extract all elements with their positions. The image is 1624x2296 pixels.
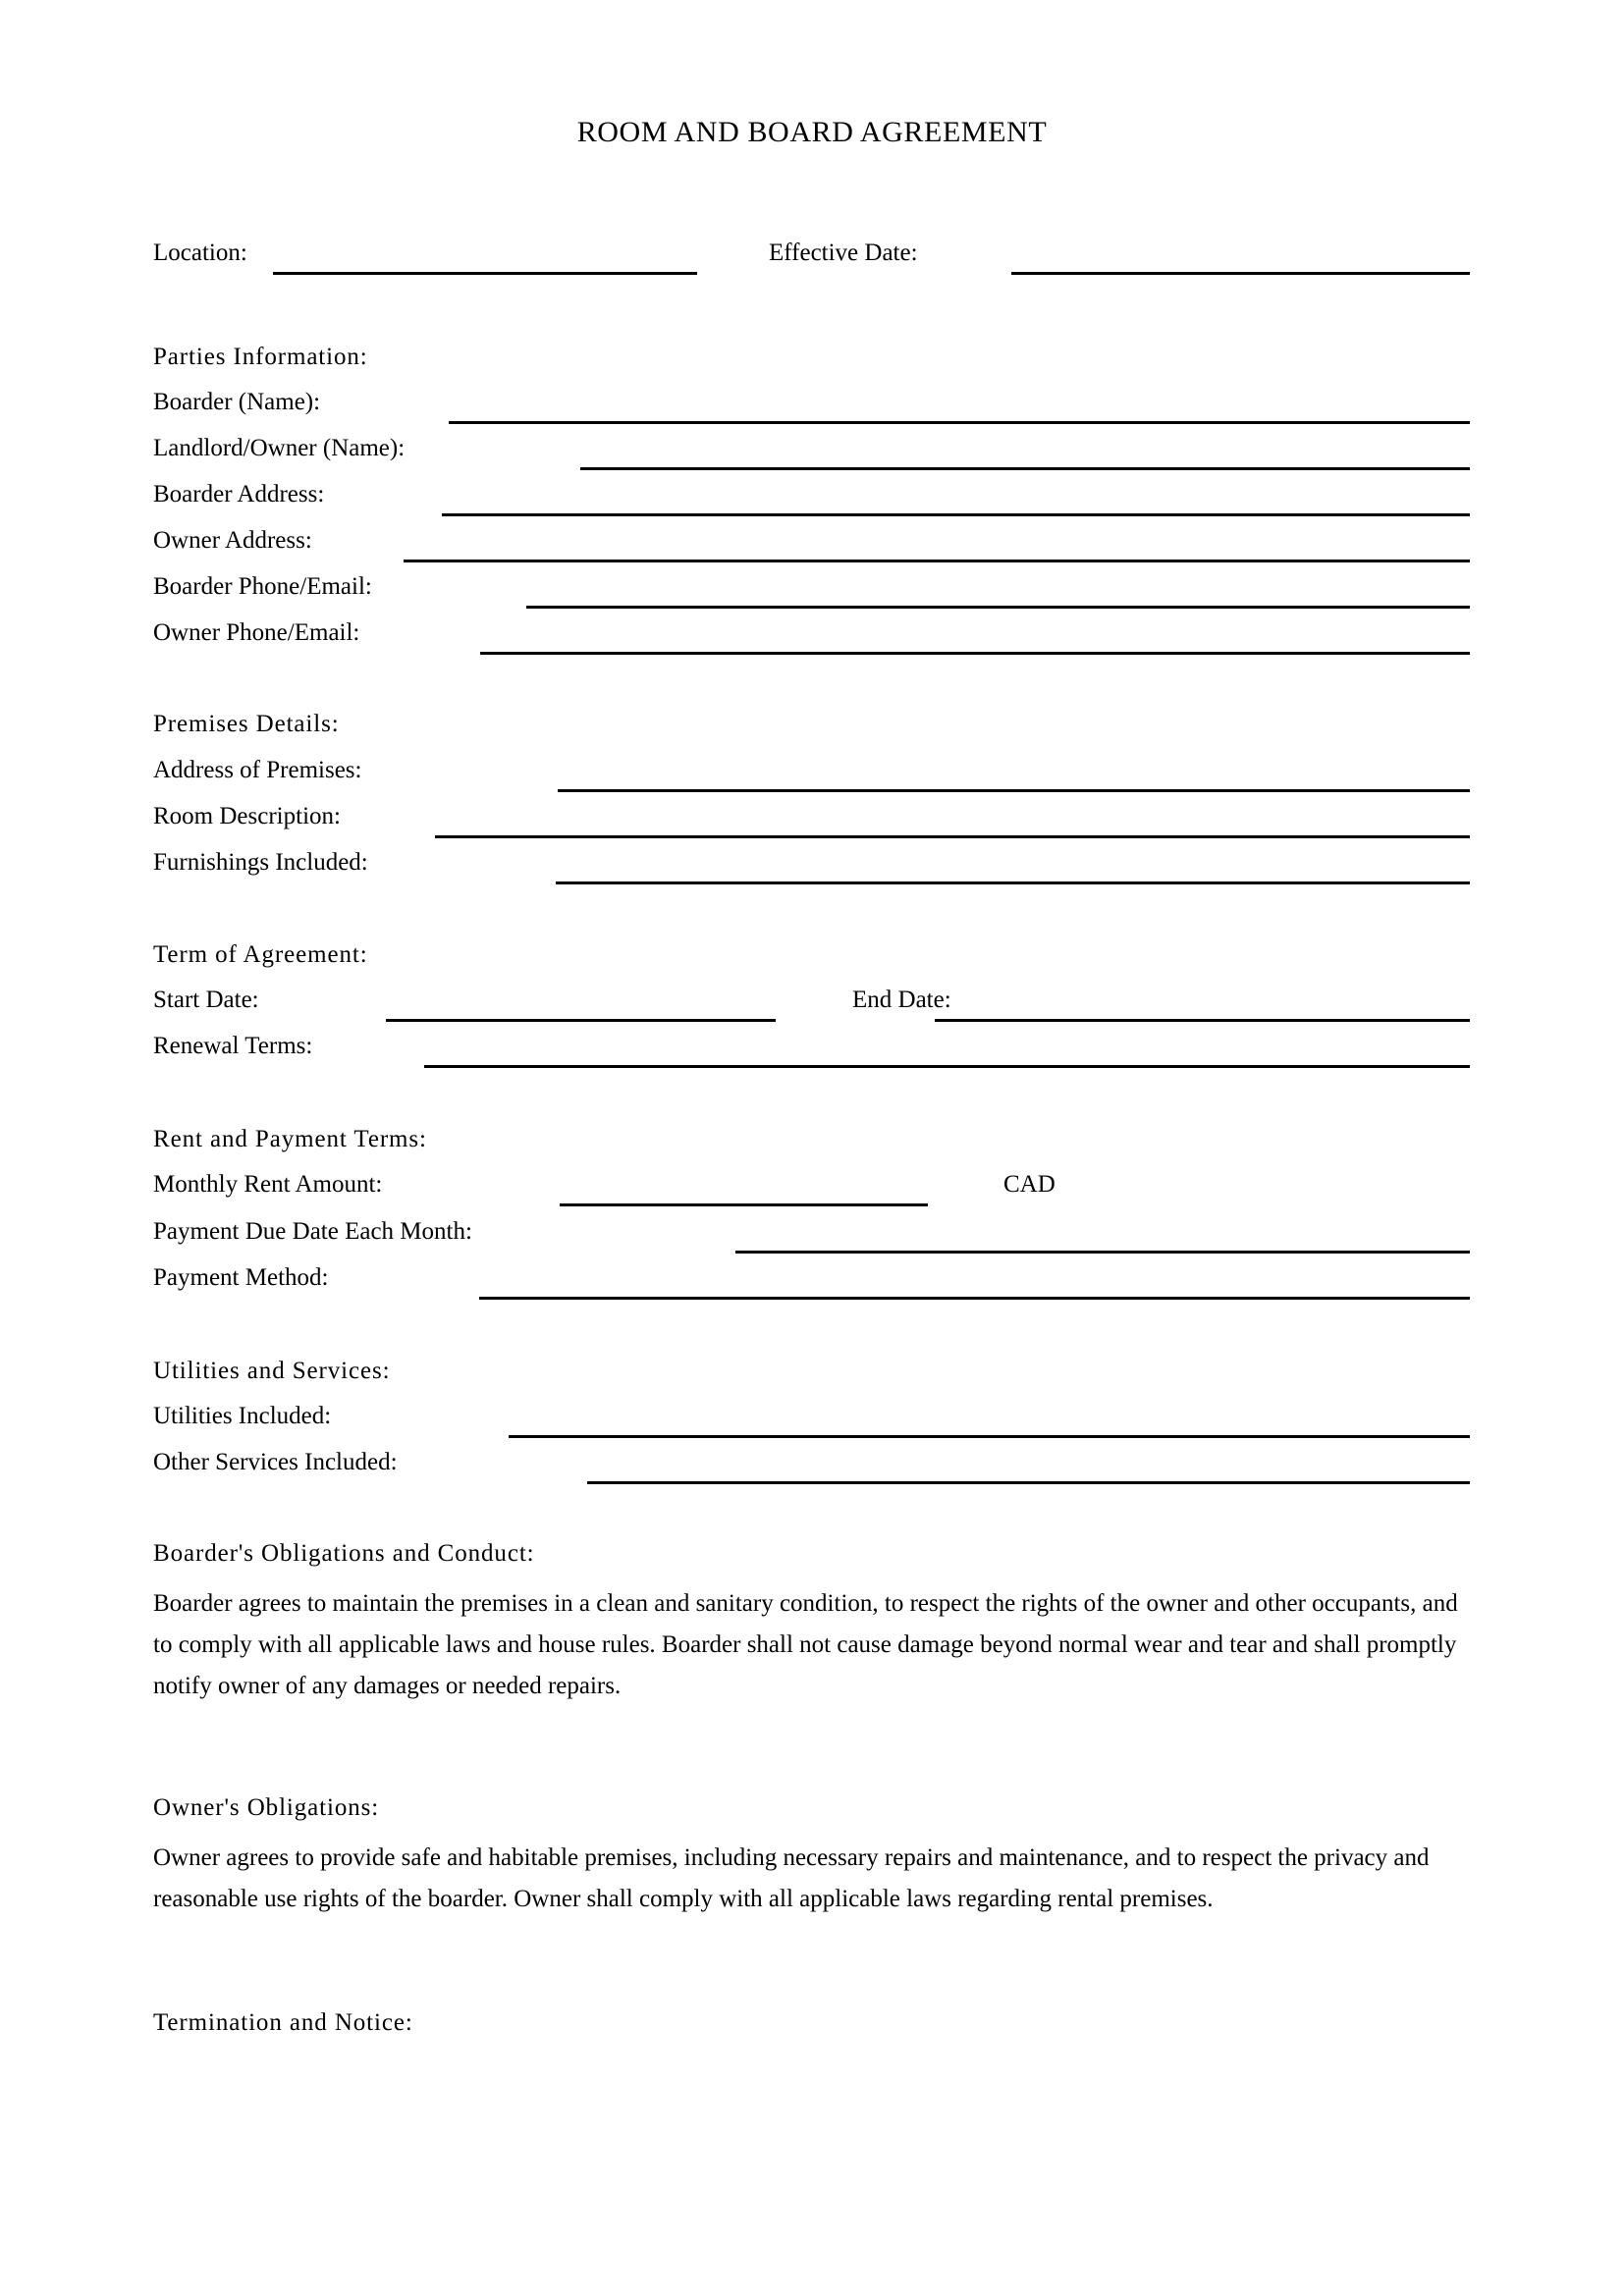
owner-phone-email-input-line[interactable] xyxy=(480,652,1470,655)
premises-details-heading: Premises Details: xyxy=(153,711,340,737)
owner-obligations-body: Owner agrees to provide safe and habitable premises, including necessary repairs and maintenance, and to respect the privacy and reasonable use rights of the boarder. Owner shall comply with all applicable laws regarding rental premises. xyxy=(153,1844,1430,1912)
end-date-input-line[interactable] xyxy=(935,1019,1470,1022)
boarder-obligations-body: Boarder agrees to maintain the premises in a clean and sanitary condition, to respect the rights of the owner and other occupants, and to comply with all applicable laws and house rules. Boarder shall not cause damage beyond normal wear and tear and shall promptly notify owner of any damages or needed repairs. xyxy=(153,1590,1458,1699)
payment-due-date-label: Payment Due Date Each Month: xyxy=(153,1218,472,1245)
utilities-included-label: Utilities Included: xyxy=(153,1403,332,1429)
payment-due-date-input-line[interactable] xyxy=(735,1251,1470,1254)
boarder-obligations-heading: Boarder's Obligations and Conduct: xyxy=(153,1540,535,1567)
renewal-terms-input-line[interactable] xyxy=(424,1065,1470,1068)
landlord-owner-name-input-line[interactable] xyxy=(580,467,1470,470)
effective-date-input-line[interactable] xyxy=(1011,272,1470,275)
boarder-address-label: Boarder Address: xyxy=(153,481,325,507)
furnishings-included-label: Furnishings Included: xyxy=(153,849,368,876)
location-input-line[interactable] xyxy=(273,272,697,275)
effective-date-label: Effective Date: xyxy=(769,240,918,266)
owner-address-input-line[interactable] xyxy=(404,560,1470,562)
room-description-input-line[interactable] xyxy=(435,835,1470,838)
boarder-phone-email-input-line[interactable] xyxy=(526,606,1470,609)
owner-phone-email-label: Owner Phone/Email: xyxy=(153,619,360,646)
payment-method-input-line[interactable] xyxy=(479,1297,1470,1300)
location-label: Location: xyxy=(153,240,247,266)
currency-label: CAD xyxy=(1003,1171,1056,1198)
boarder-name-label: Boarder (Name): xyxy=(153,389,321,415)
boarder-phone-email-label: Boarder Phone/Email: xyxy=(153,573,372,600)
parties-information-heading: Parties Information: xyxy=(153,344,368,370)
furnishings-included-input-line[interactable] xyxy=(556,881,1470,884)
term-of-agreement-heading: Term of Agreement: xyxy=(153,941,368,968)
owner-address-label: Owner Address: xyxy=(153,527,312,554)
utilities-and-services-heading: Utilities and Services: xyxy=(153,1358,391,1384)
room-description-label: Room Description: xyxy=(153,803,341,829)
monthly-rent-amount-input-line[interactable] xyxy=(560,1203,928,1206)
other-services-included-label: Other Services Included: xyxy=(153,1449,398,1475)
landlord-owner-name-label: Landlord/Owner (Name): xyxy=(153,435,406,461)
monthly-rent-amount-label: Monthly Rent Amount: xyxy=(153,1171,383,1198)
utilities-included-input-line[interactable] xyxy=(509,1435,1470,1438)
rent-and-payment-terms-heading: Rent and Payment Terms: xyxy=(153,1126,427,1152)
termination-and-notice-heading: Termination and Notice: xyxy=(153,2009,413,2036)
other-services-included-input-line[interactable] xyxy=(587,1481,1470,1484)
renewal-terms-label: Renewal Terms: xyxy=(153,1033,313,1059)
start-date-input-line[interactable] xyxy=(386,1019,776,1022)
start-date-label: Start Date: xyxy=(153,987,259,1013)
payment-method-label: Payment Method: xyxy=(153,1264,329,1291)
address-of-premises-label: Address of Premises: xyxy=(153,757,362,783)
end-date-label: End Date: xyxy=(852,987,951,1013)
owner-obligations-heading: Owner's Obligations: xyxy=(153,1794,380,1821)
address-of-premises-input-line[interactable] xyxy=(558,789,1470,792)
boarder-name-input-line[interactable] xyxy=(449,421,1470,424)
page-title: ROOM AND BOARD AGREEMENT xyxy=(576,116,1048,148)
boarder-address-input-line[interactable] xyxy=(442,513,1470,516)
